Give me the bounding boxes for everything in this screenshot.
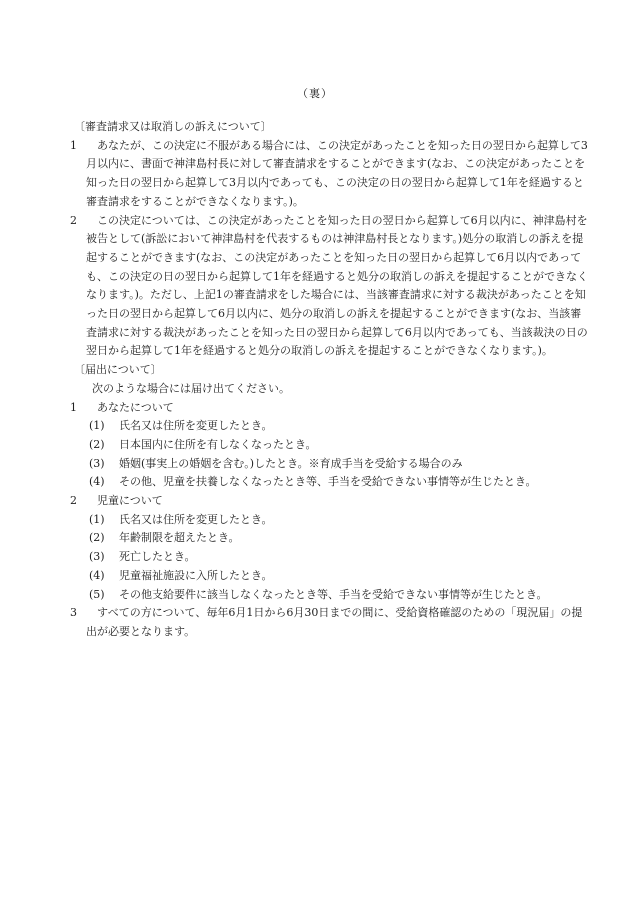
group-title: あなたについて bbox=[86, 400, 174, 414]
group-title: 児童について bbox=[86, 494, 163, 508]
list-item bbox=[70, 548, 592, 567]
document-body bbox=[70, 118, 592, 642]
subitem-text: その他支給要件に該当しなくなったとき等、手当を受給できない事情等が生じたとき。 bbox=[108, 587, 548, 601]
appeal-item-2 bbox=[70, 212, 592, 362]
page-title: （裏） bbox=[297, 87, 333, 100]
section-heading-appeal: 〔審査請求又は取消しの訴えについて〕 bbox=[74, 120, 272, 133]
subitem-number: (3) bbox=[89, 550, 105, 564]
appeal-item-1 bbox=[70, 137, 592, 212]
list-item bbox=[70, 567, 592, 586]
subitem-number: (3) bbox=[89, 456, 105, 470]
list-item bbox=[70, 436, 592, 455]
subitem-text: 氏名又は住所を変更したとき。 bbox=[108, 419, 273, 433]
item-text: この決定については、この決定があったことを知った日の翌日から起算して6月以内に、神津島村を被告として(訴訟において神津島村を代表するものは神津島村長となります。)処分の取消しの訴えを提起することができます(なお、この決定があったことを知った日の翌日から起算して6月以内であっても、この決定の日の翌日から起算して1年を経過すると処分の取消しの訴えを提起することができなくなります。)。ただし、上記1の審査請求をした場合には、当該審査請求に対する裁決があったことを知った日の翌日から起算して6月以内に、処分の取消しの訴えを提起することができます(なお、当該審査請求に対する裁決があったことを知った日の翌日から起算して6月以内であっても、当該裁決の日の翌日から起算して1年を経過すると処分の取消しの訴えを提起することができなくなります。)。 bbox=[86, 213, 588, 358]
subitem-text: 氏名又は住所を変更したとき。 bbox=[108, 512, 273, 526]
subitem-number: (1) bbox=[89, 419, 105, 433]
subitem-number: (2) bbox=[89, 437, 105, 451]
subitem-number: (4) bbox=[89, 475, 105, 489]
subitem-text: その他、児童を扶養しなくなったとき等、手当を受給できない事情等が生じたとき。 bbox=[108, 475, 537, 489]
list-item bbox=[70, 473, 592, 492]
subitem-number: (1) bbox=[89, 512, 105, 526]
list-item bbox=[70, 455, 592, 474]
item-number: 1 bbox=[70, 400, 77, 414]
item-number: 3 bbox=[70, 606, 77, 620]
list-item bbox=[70, 586, 592, 605]
subitem-number: (2) bbox=[89, 531, 105, 545]
group-you-title bbox=[70, 399, 592, 418]
item-text: すべての方について、毎年6月1日から6月30日までの間に、受給資格確認のための「現況届」の提出が必要となります。 bbox=[86, 606, 583, 638]
item-number: 1 bbox=[70, 138, 77, 152]
section-heading-notification: 〔届出について〕 bbox=[74, 363, 162, 377]
subitem-text: 年齢制限を超えたとき。 bbox=[108, 531, 240, 545]
notification-intro: 次のような場合には届け出てください。 bbox=[92, 381, 290, 395]
item-number: 2 bbox=[70, 213, 77, 227]
subitem-number: (5) bbox=[89, 587, 105, 601]
item-number: 2 bbox=[70, 494, 77, 508]
group-child-title bbox=[70, 492, 592, 511]
list-item bbox=[70, 529, 592, 548]
subitem-number: (4) bbox=[89, 568, 105, 582]
subitem-text: 婚姻(事実上の婚姻を含む。)したとき。※育成手当を受給する場合のみ bbox=[108, 456, 463, 470]
subitem-text: 死亡したとき。 bbox=[108, 550, 196, 564]
item-text: あなたが、この決定に不服がある場合には、この決定があったことを知った日の翌日から起算して3月以内に、書面で神津島村長に対して審査請求をすることができます(なお、この決定があったことを知った日の翌日から起算して3月以内であっても、この決定の日の翌日から起算して1年を経過すると審査請求をすることができなくなります。)。 bbox=[86, 138, 588, 208]
subitem-text: 児童福祉施設に入所したとき。 bbox=[108, 568, 273, 582]
notification-item-3 bbox=[70, 604, 592, 641]
subitem-text: 日本国内に住所を有しなくなったとき。 bbox=[108, 437, 317, 451]
list-item bbox=[70, 417, 592, 436]
list-item bbox=[70, 511, 592, 530]
